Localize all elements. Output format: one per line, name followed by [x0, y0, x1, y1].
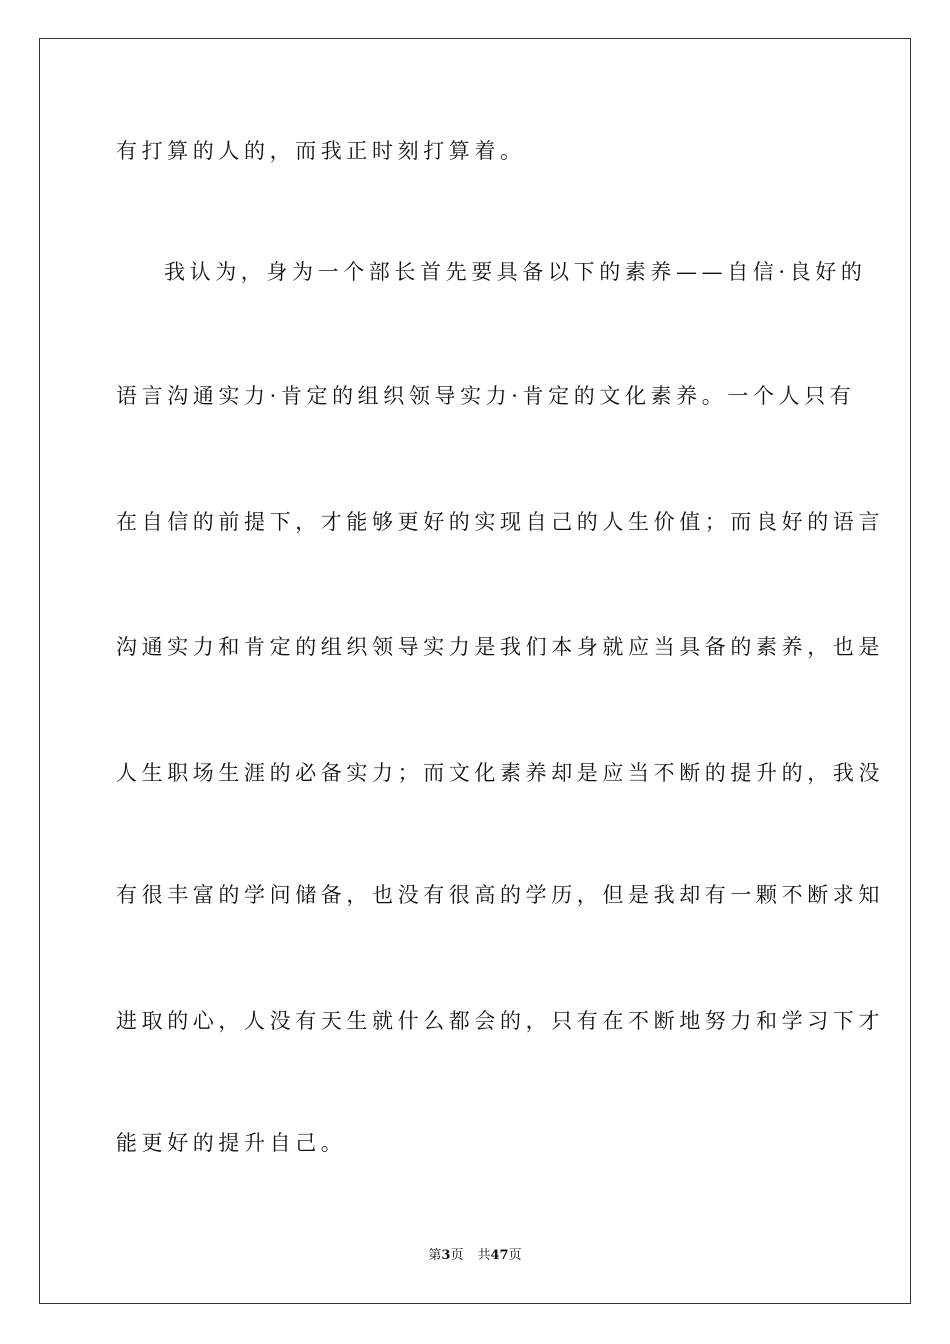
total-prefix: 共: [477, 1248, 491, 1263]
page-footer: [0, 1247, 950, 1265]
page-border: [39, 38, 911, 1304]
body-line-7: 有很丰富的学问储备，也没有很高的学历，但是我却有一颗不断求知: [116, 883, 884, 907]
total-pages: 47: [490, 1248, 509, 1263]
page-suffix: 页: [450, 1248, 464, 1263]
body-line-4: 在自信的前提下，才能够更好的实现自己的人生价值；而良好的语言: [116, 510, 884, 534]
body-line-8: 进取的心，人没有天生就什么都会的，只有在不断地努力和学习下才: [116, 1009, 884, 1033]
total-suffix: 页: [508, 1248, 522, 1263]
body-line-5: 沟通实力和肯定的组织领导实力是我们本身就应当具备的素养，也是: [116, 635, 884, 659]
page-prefix: 第: [428, 1248, 442, 1263]
body-line-1: 有打算的人的，而我正时刻打算着。: [116, 139, 526, 163]
page-number: 3: [441, 1248, 451, 1263]
body-line-9: 能更好的提升自己。: [116, 1131, 347, 1155]
body-line-3: 语言沟通实力·肯定的组织领导实力·肯定的文化素养。一个人只有: [116, 384, 856, 408]
body-line-2: 我认为，身为一个部长首先要具备以下的素养——自信·良好的: [164, 260, 867, 284]
body-line-6: 人生职场生涯的必备实力；而文化素养却是应当不断的提升的，我没: [116, 761, 884, 785]
